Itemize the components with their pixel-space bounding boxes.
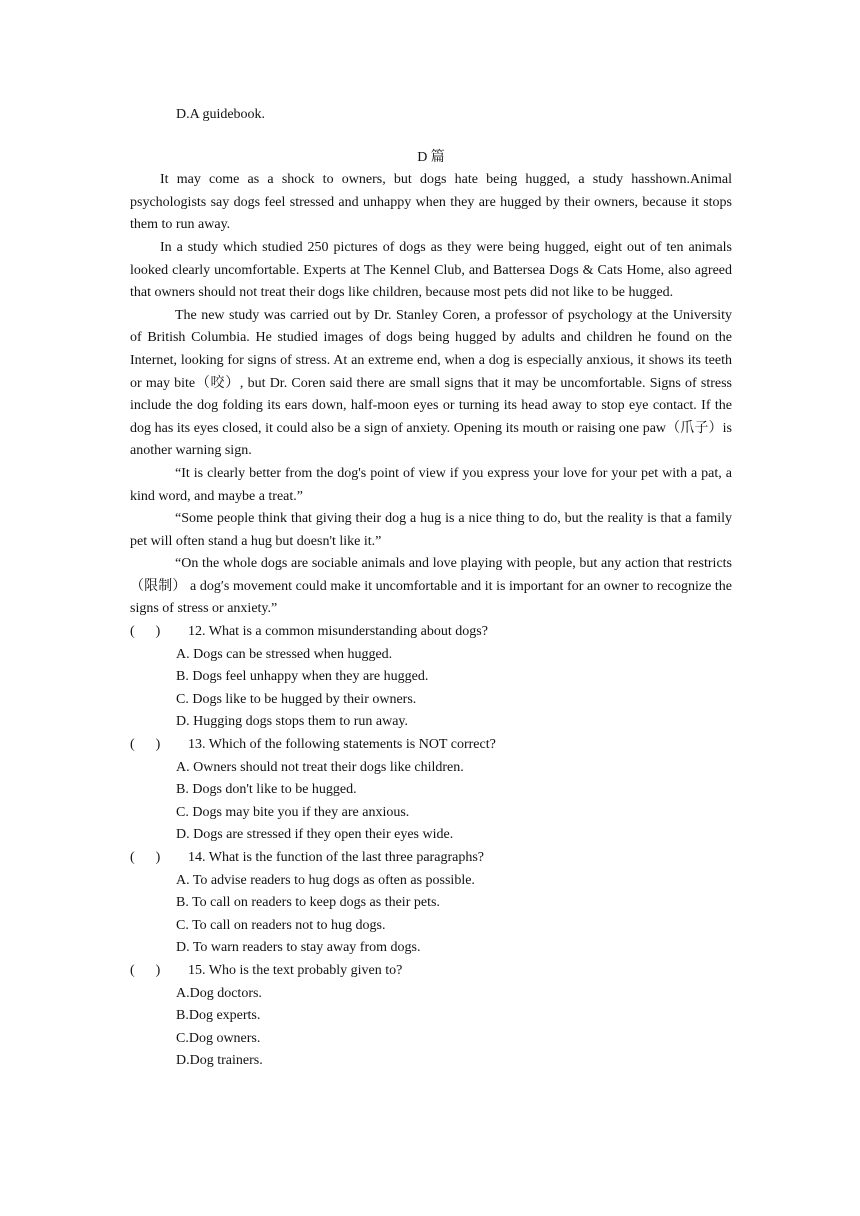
- option-b: B. Dogs don't like to be hugged.: [176, 782, 357, 798]
- option-c: C. Dogs may bite you if they are anxious.: [176, 804, 410, 820]
- option-c: C. Dogs like to be hugged by their owners.: [176, 691, 417, 707]
- question-stem: 12. What is a common misunderstanding about dogs?: [188, 624, 488, 640]
- paragraph-6: “On the whole dogs are sociable animals and love playing with people, but any action that restricts（限制） a dog′s movement could make it uncomfortable and it is important for an owner to recognize the signs of stress or anxiety.”: [130, 556, 732, 617]
- question-stem: 15. Who is the text probably given to?: [188, 962, 403, 978]
- paragraph-2: In a study which studied 250 pictures of dogs as they were being hugged, eight out of ten animals looked clearly uncomfortable. Experts at The Kennel Club, and Battersea Dogs & Cats Home, also agreed that owners should not treat their dogs like children, because most pets did not like to be hugged.: [130, 239, 732, 301]
- question-stem: 13. Which of the following statements is NOT correct?: [188, 737, 496, 753]
- option-a: A.Dog doctors.: [176, 985, 262, 1001]
- question-15: [130, 960, 732, 1073]
- answer-blank[interactable]: ( ): [130, 624, 161, 640]
- question-14: [130, 847, 732, 960]
- option-c: C.Dog owners.: [176, 1030, 261, 1046]
- question-stem: 14. What is the function of the last three paragraphs?: [188, 850, 484, 865]
- paragraph-3: The new study was carried out by Dr. Stanley Coren, a professor of psychology at the University of British Columbia. He studied images of dogs being hugged by adults and children he found on the Internet, looking for signs of stress. At an extreme end, when a dog is especially anxious, it shows its teeth or may bite（咬）, but Dr. Coren said there are small signs that it may be uncomfortable. Signs of stress include the dog folding its ears down, half-moon eyes or turning its head away to stop eye contact. If the dog has its eyes closed, it could also be a sign of anxiety. Opening its mouth or raising one paw（爪子）is another warning sign.: [130, 307, 732, 459]
- paragraph-5: “Some people think that giving their dog a hug is a nice thing to do, but the reality is that a family pet will often stand a hug but doesn't like it.”: [130, 511, 732, 549]
- previous-question-option: D.A guidebook.: [176, 107, 266, 122]
- paragraph-4: “It is clearly better from the dog's point of view if you express your love for your pet with a pat, a kind word, and maybe a treat.”: [130, 465, 732, 504]
- paragraph-1: It may come as a shock to owners, but dogs hate being hugged, a study hasshown.Animal psychologists say dogs feel stressed and unhappy when they are hugged by their owners, because it stops them to run away.: [130, 172, 732, 233]
- question-12: [130, 621, 732, 734]
- section-title: D 篇: [417, 149, 445, 165]
- question-13: [130, 734, 732, 847]
- option-d: D. Hugging dogs stops them to run away.: [176, 714, 409, 730]
- page-content: [130, 104, 732, 1073]
- option-b: B. Dogs feel unhappy when they are hugged.: [176, 669, 429, 685]
- answer-blank[interactable]: ( ): [130, 962, 161, 978]
- option-a: A. To advise readers to hug dogs as often as possible.: [176, 872, 475, 888]
- option-c: C. To call on readers not to hug dogs.: [176, 917, 386, 933]
- option-b: B. To call on readers to keep dogs as their pets.: [176, 895, 440, 911]
- option-d: D. To warn readers to stay away from dogs.: [176, 940, 421, 956]
- option-d: D. Dogs are stressed if they open their eyes wide.: [176, 827, 454, 843]
- answer-blank[interactable]: ( ): [130, 737, 161, 753]
- option-b: B.Dog experts.: [176, 1008, 261, 1024]
- option-a: A. Dogs can be stressed when hugged.: [176, 646, 393, 662]
- answer-blank[interactable]: ( ): [130, 850, 161, 865]
- option-d: D.Dog trainers.: [176, 1053, 263, 1069]
- option-a: A. Owners should not treat their dogs like children.: [176, 759, 464, 775]
